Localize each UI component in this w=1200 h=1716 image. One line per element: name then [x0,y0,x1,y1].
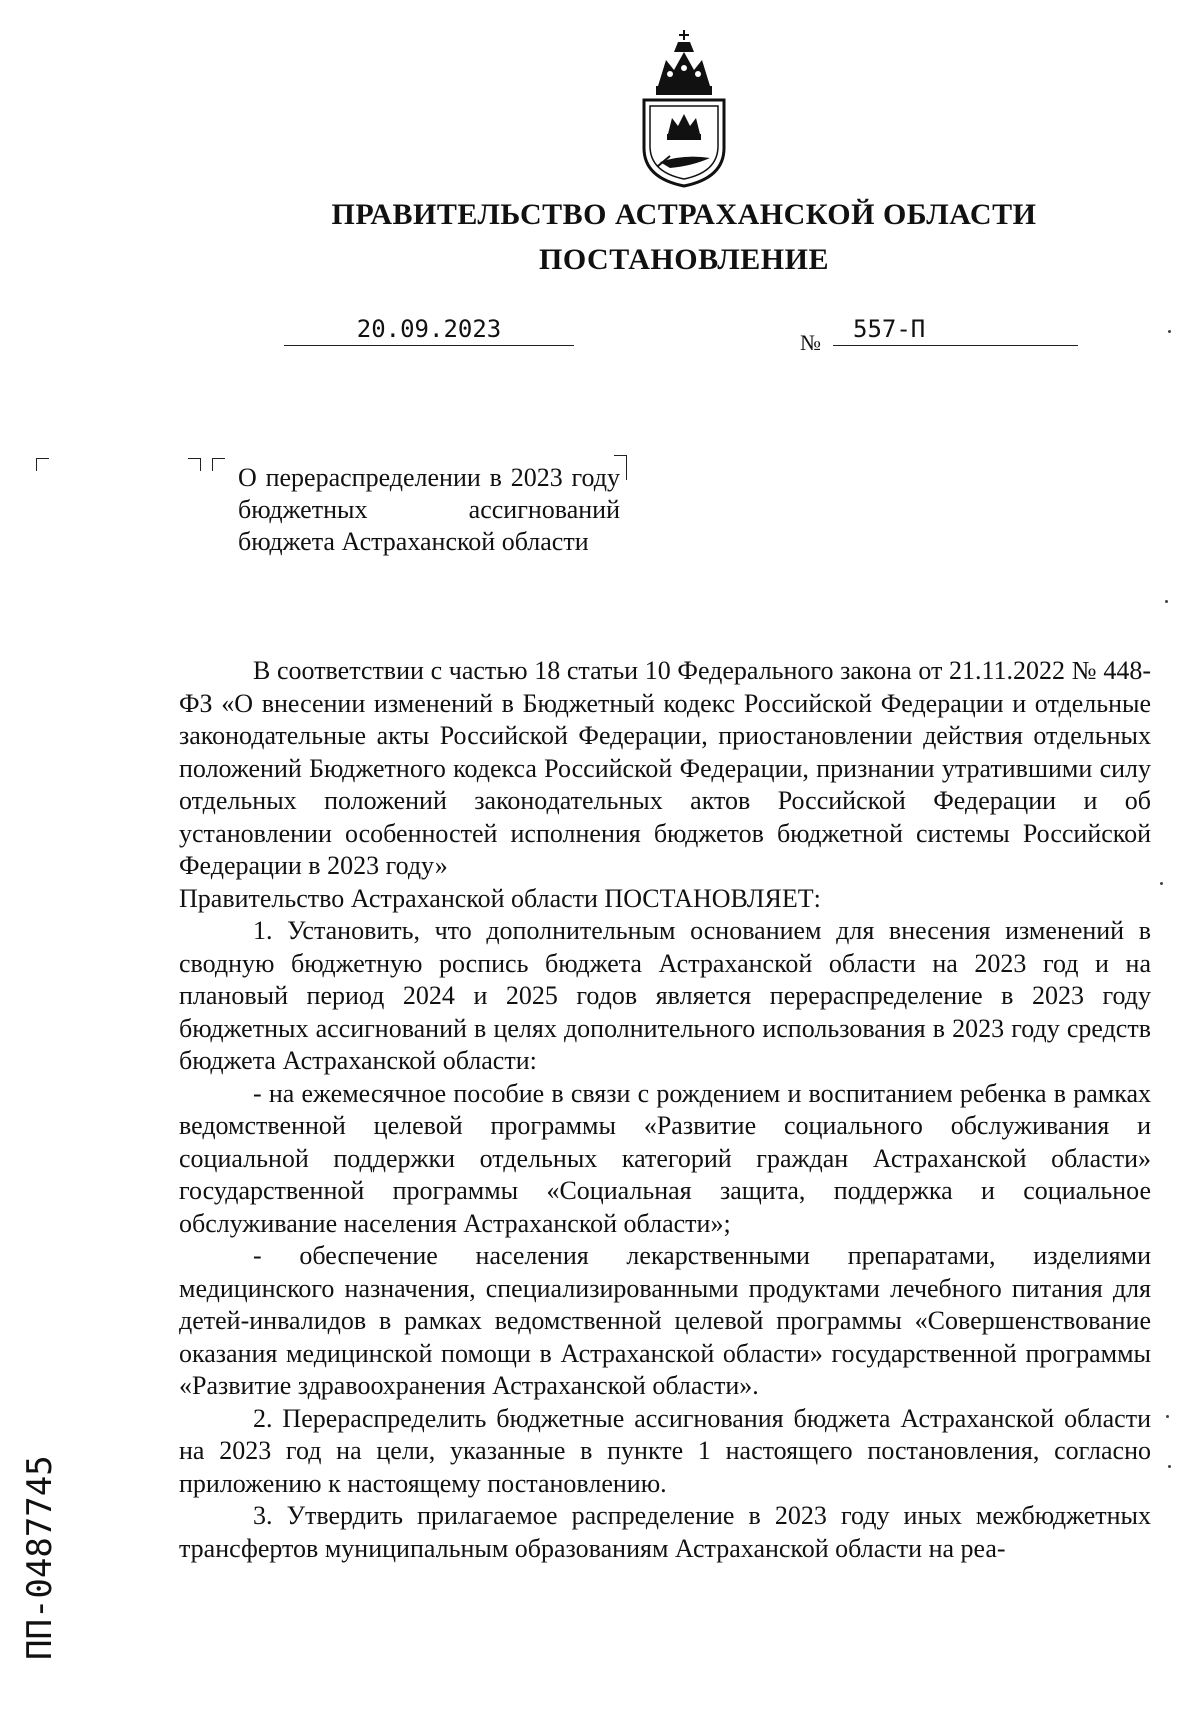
resolution-line: Правительство Астраханской области ПОСТАНОВЛЯЕТ: [179,883,821,913]
scan-speck [1168,330,1171,333]
document-body [179,655,1151,1565]
document-type-title: ПОСТАНОВЛЕНИЕ [539,243,829,276]
document-date: 20.09.2023 [284,315,574,346]
item-1-bullet-2: - обеспечение населения лекарственными препаратами, изделиями медицинского назначения, специализированными продуктами лечебного питания для детей-инвалидов в рамках ведомственной целевой программы «Совершенствование оказания медицинской помощи в Астраханской области» государственной программы «Развитие здравоохранения Астраханской области». [179,1241,1151,1400]
coat-of-arms-icon [640,30,728,188]
item-1-paragraph: 1. Установить, что дополнительным основанием для внесения изменений в сводную бюджетную роспись бюджета Астраханской области на 2023 год и на плановый период 2024 и 2025 годов является перераспределение в 2023 году бюджетных ассигнований в целях дополнительного использования в 2023 году средств бюджета Астраханской области: [179,916,1151,1075]
item-3-paragraph: 3. Утвердить прилагаемое распределение в 2023 году иных межбюджетных трансфертов муниципальным образованиям Астраханской области на реа- [179,1501,1151,1563]
subject-corner-mark [188,458,201,471]
number-label: № [800,330,821,355]
preamble-paragraph: В соответствии с частью 18 статьи 10 Федерального закона от 21.11.2022 № 448-ФЗ «О внесении изменений в Бюджетный кодекс Российской Федерации и отдельные законодательные акты Российской Федерации, приостановлении действия отдельных положений Бюджетного кодекса Российской Федерации, признании утратившими силу отдельных положений законодательных актов Российской Федерации и об установлении особенностей исполнения бюджетов бюджетной системы Российской Федерации в 2023 году» [179,656,1151,880]
document-number: 557-П [833,315,1078,346]
scan-speck [1166,1415,1169,1418]
organization-title: ПРАВИТЕЛЬСТВО АСТРАХАНСКОЙ ОБЛАСТИ [331,198,1037,231]
scan-speck [1160,882,1163,885]
document-subject: О перераспределении в 2023 году бюджетных ассигнований бюджета Астраханской области [238,463,620,556]
item-1-bullet-1: - на ежемесячное пособие в связи с рождением и воспитанием ребенка в рамках ведомственной целевой программы «Развитие социального обслуживания и социальной поддержки отдельных категорий граждан Астраханской области» государственной программы «Социальная защита, поддержка и социальное обслуживание населения Астраханской области»; [179,1078,1151,1238]
subject-corner-mark [212,458,225,471]
margin-serial-number: ПП-0487745 [20,1455,60,1660]
item-2-paragraph: 2. Перераспределить бюджетные ассигнования бюджета Астраханской области на 2023 год на цели, указанные в пункте 1 настоящего постановления, согласно приложению к настоящему постановлению. [179,1403,1151,1498]
scan-speck [1165,600,1168,603]
scan-speck [1168,1465,1171,1468]
margin-corner-mark [36,458,49,471]
